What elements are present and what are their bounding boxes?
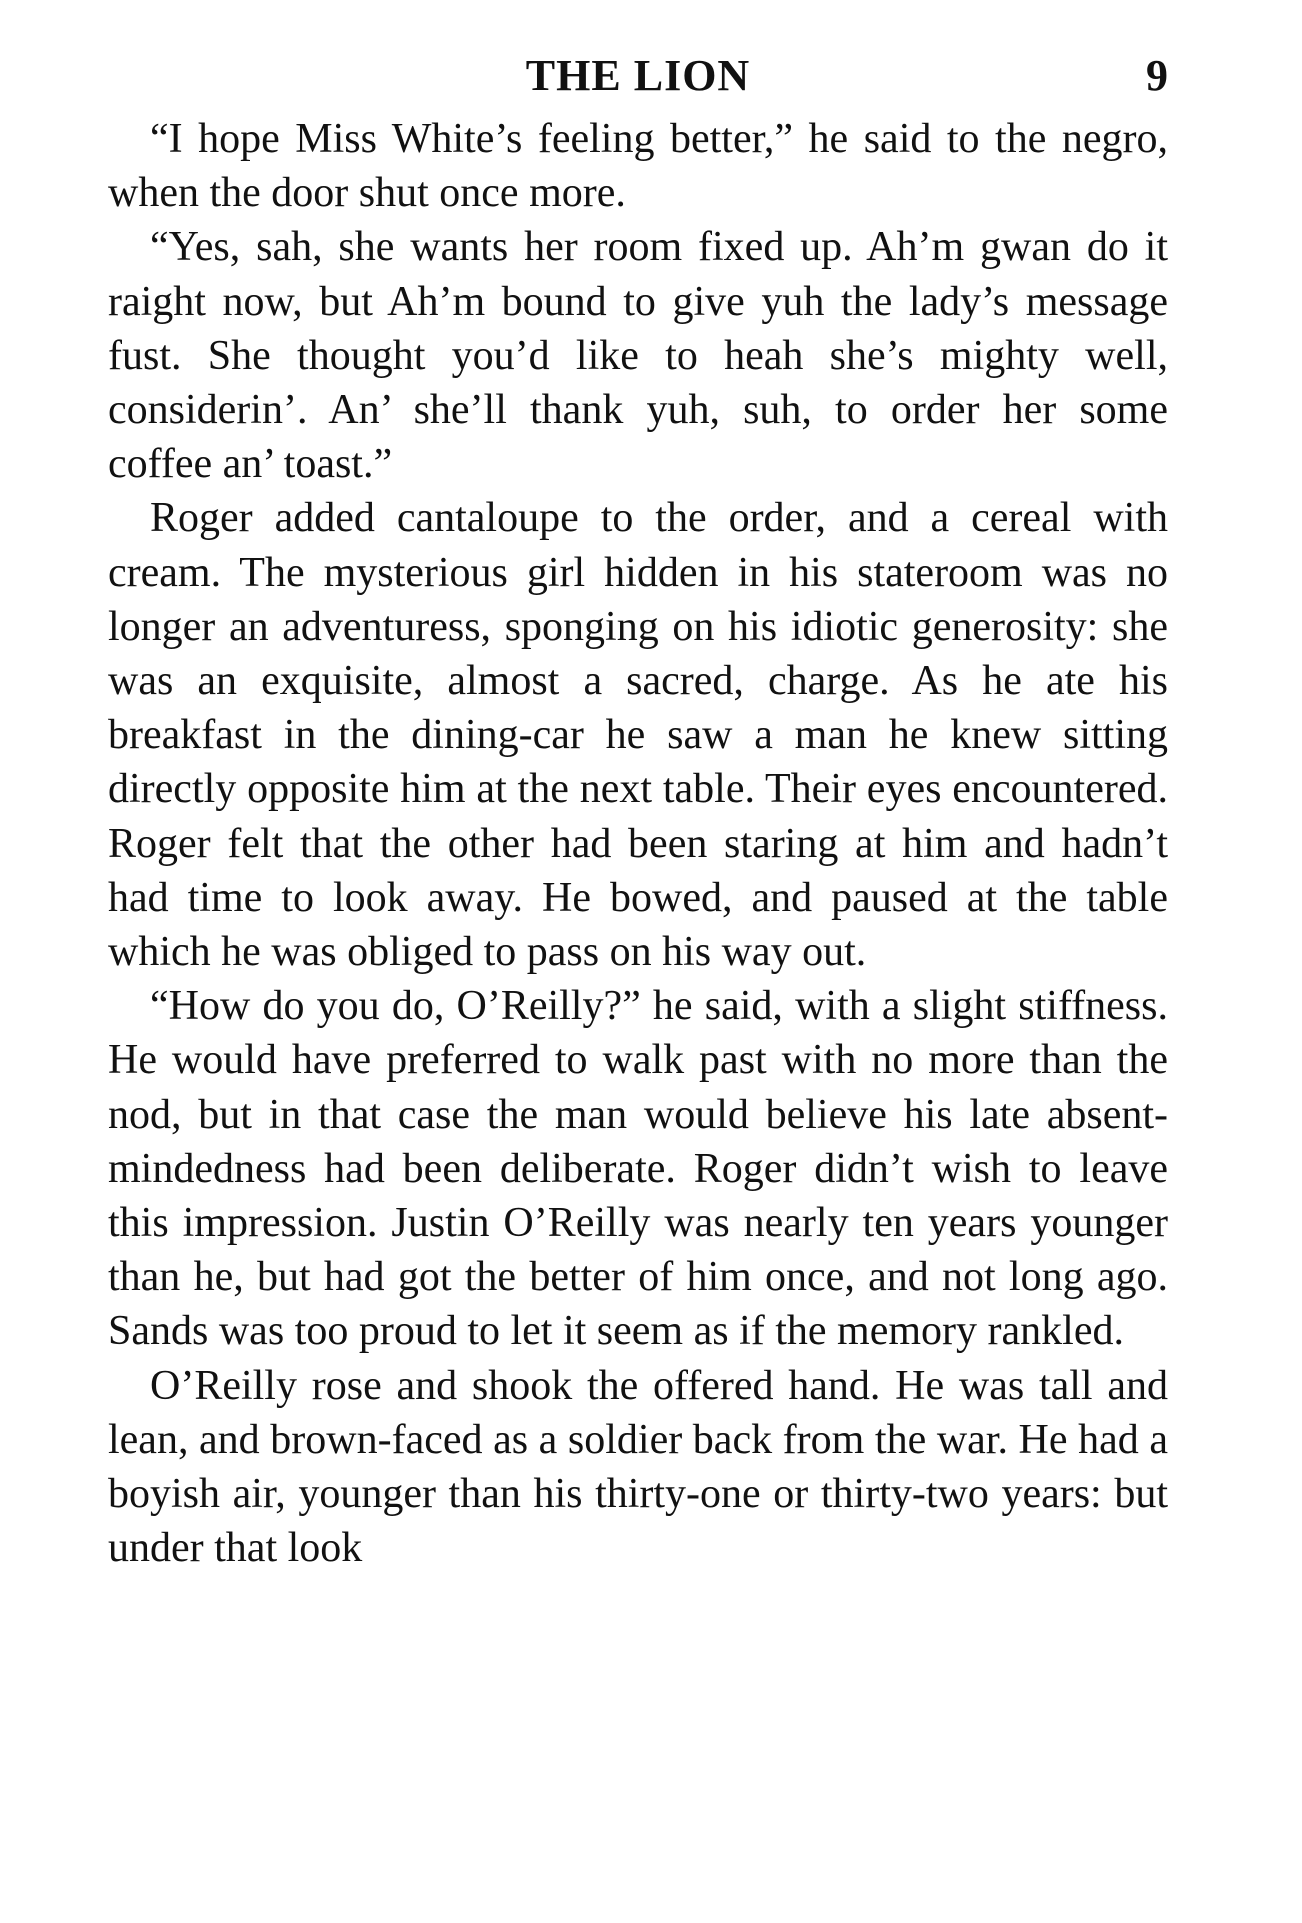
paragraph: “How do you do, O’Reilly?” he said, with a slight stiffness. He would have preferred to walk past with no more than the nod, but in that case the man would believe his late absent-mindedness had been deliberate. Roger didn’t wish to leave this impression. Justin O’Reilly was nearly ten years younger than he, but had got the better of him once, and not long ago. Sands was too proud to let it seem as if the memory rankled. (108, 983, 1168, 1355)
body-text (108, 112, 1168, 1575)
page-number: 9 (1146, 51, 1168, 100)
paragraph: “I hope Miss White’s feeling better,” he said to the negro, when the door shut once more. (108, 116, 1168, 217)
running-head (108, 50, 1168, 110)
paragraph: “Yes, sah, she wants her room fixed up. Ah’m gwan do it raight now, but Ah’m bound to give yuh the lady’s message fust. She thought you’d like to heah she’s mighty well, considerin’. An’ she’ll thank yuh, suh, to order her some coffee an’ toast.” (108, 224, 1168, 488)
running-title: THE LION (525, 51, 751, 100)
paragraph: O’Reilly rose and shook the offered hand. He was tall and lean, and brown-faced as a soldier back from the war. He had a boyish air, younger than his thirty-one or thirty-two years: but under that look (108, 1362, 1168, 1572)
paragraph: Roger added cantaloupe to the order, and a cereal with cream. The mysterious girl hidden in his stateroom was no longer an adventuress, sponging on his idiotic generosity: she was an exquisite, almost a sacred, charge. As he ate his breakfast in the dining-car he saw a man he knew sitting directly opposite him at the next table. Their eyes encountered. Roger felt that the other had been staring at him and hadn’t had time to look away. He bowed, and paused at the table which he was obliged to pass on his way out. (108, 495, 1168, 976)
